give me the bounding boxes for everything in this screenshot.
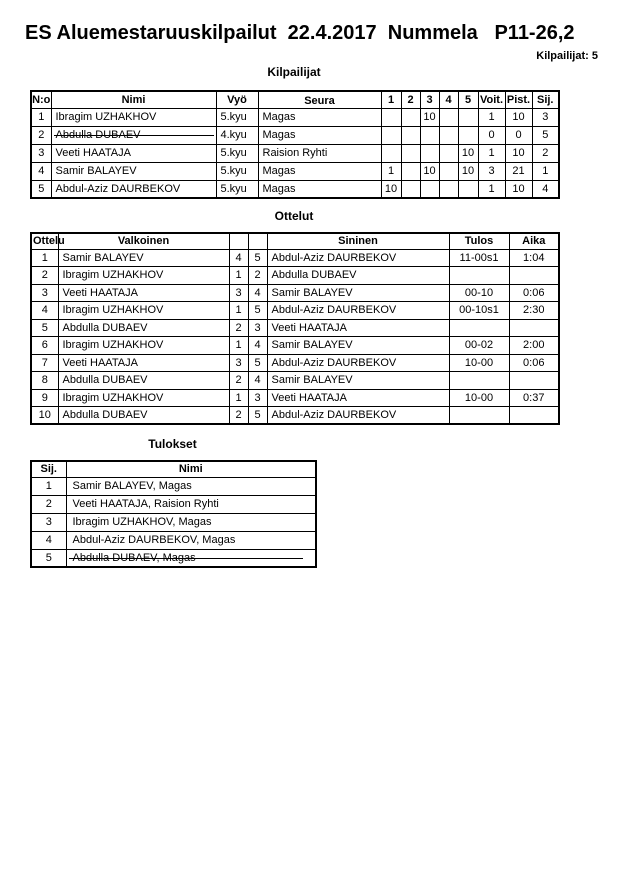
- cell-result: 00-02: [449, 337, 509, 355]
- cell-number: 2: [31, 126, 51, 144]
- cell-blue-name: Abdul-Aziz DAURBEKOV: [267, 407, 449, 425]
- cell-blue-name: Abdul-Aziz DAURBEKOV: [267, 249, 449, 267]
- cell-round-4: [439, 144, 458, 162]
- cell-white-name: Veeti HAATAJA: [58, 284, 229, 302]
- cell-blue-number: 3: [248, 389, 267, 407]
- cell-round-3: [420, 144, 439, 162]
- cell-points: 10: [505, 144, 532, 162]
- cell-place: 3: [532, 108, 559, 126]
- match-row: [31, 249, 559, 267]
- cell-time: [509, 319, 559, 337]
- results-table-body: [31, 477, 316, 567]
- cell-blue-number: 5: [248, 302, 267, 320]
- cell-wins: 3: [478, 162, 505, 180]
- cell-blue-number: 2: [248, 267, 267, 285]
- cell-blue-number: 5: [248, 407, 267, 425]
- cell-time: 0:37: [509, 389, 559, 407]
- cell-wins: 0: [478, 126, 505, 144]
- cell-round-5: [458, 180, 478, 198]
- header-match: Ottelu: [31, 233, 58, 249]
- cell-match-number: 2: [31, 267, 58, 285]
- cell-result: [449, 319, 509, 337]
- competitor-row: [31, 108, 559, 126]
- cell-white-name: Ibragim UZHAKHOV: [58, 389, 229, 407]
- cell-match-number: 9: [31, 389, 58, 407]
- cell-blue-number: 4: [248, 284, 267, 302]
- cell-wins: 1: [478, 144, 505, 162]
- cell-club: Magas: [258, 180, 381, 198]
- cell-match-number: 8: [31, 372, 58, 390]
- header-number: N:o: [31, 91, 51, 108]
- header-blue: Sininen: [267, 233, 449, 249]
- matches-table: [30, 232, 560, 425]
- cell-white-name: Abdulla DUBAEV: [58, 407, 229, 425]
- cell-blue-number: 5: [248, 249, 267, 267]
- cell-wins: 1: [478, 108, 505, 126]
- cell-points: 10: [505, 180, 532, 198]
- cell-time: 2:30: [509, 302, 559, 320]
- header-white-number: [229, 233, 248, 249]
- header-points: Pist.: [505, 91, 532, 108]
- header-round-3: 3: [420, 91, 439, 108]
- competitors-count-label: Kilpailijat: 5: [536, 50, 598, 62]
- cell-round-3: 10: [420, 162, 439, 180]
- competitor-row: [31, 180, 559, 198]
- cell-place: 4: [31, 531, 66, 549]
- match-row: [31, 319, 559, 337]
- cell-time: 2:00: [509, 337, 559, 355]
- cell-time: 1:04: [509, 249, 559, 267]
- cell-round-5: [458, 108, 478, 126]
- cell-white-number: 2: [229, 407, 248, 425]
- cell-round-4: [439, 162, 458, 180]
- header-belt: Vyö: [216, 91, 258, 108]
- header-place: Sij.: [532, 91, 559, 108]
- cell-points: 10: [505, 108, 532, 126]
- cell-result: 10-00: [449, 354, 509, 372]
- header-round-4: 4: [439, 91, 458, 108]
- cell-white-name: Abdulla DUBAEV: [58, 372, 229, 390]
- cell-white-name: Abdulla DUBAEV: [58, 319, 229, 337]
- cell-time: 0:06: [509, 284, 559, 302]
- cell-white-number: 4: [229, 249, 248, 267]
- cell-round-5: [458, 126, 478, 144]
- cell-club: Magas: [258, 108, 381, 126]
- header-club: Seura: [258, 91, 381, 108]
- cell-time: [509, 407, 559, 425]
- header-name: Nimi: [66, 461, 316, 477]
- header-name: Nimi: [51, 91, 216, 108]
- cell-match-number: 3: [31, 284, 58, 302]
- cell-name: Abdulla DUBAEV, Magas: [66, 549, 316, 567]
- cell-name: Abdul-Aziz DAURBEKOV: [51, 180, 216, 198]
- cell-blue-number: 4: [248, 337, 267, 355]
- cell-round-3: 10: [420, 108, 439, 126]
- cell-white-number: 1: [229, 267, 248, 285]
- cell-club: Magas: [258, 162, 381, 180]
- cell-round-1: 10: [381, 180, 401, 198]
- cell-round-2: [401, 144, 420, 162]
- header-round-1: 1: [381, 91, 401, 108]
- results-section: [30, 437, 315, 568]
- cell-result: [449, 407, 509, 425]
- cell-round-2: [401, 108, 420, 126]
- cell-blue-name: Abdul-Aziz DAURBEKOV: [267, 302, 449, 320]
- competitor-row: [31, 144, 559, 162]
- matches-heading: Ottelut: [274, 209, 314, 223]
- cell-white-number: 2: [229, 319, 248, 337]
- cell-name: Ibragim UZHAKHOV, Magas: [66, 513, 316, 531]
- cell-name: Veeti HAATAJA: [51, 144, 216, 162]
- cell-name: Samir BALAYEV, Magas: [66, 477, 316, 495]
- cell-name: Veeti HAATAJA, Raision Ryhti: [66, 495, 316, 513]
- cell-place: 5: [532, 126, 559, 144]
- cell-round-2: [401, 162, 420, 180]
- cell-club: Magas: [258, 126, 381, 144]
- competitors-table-body: [31, 108, 559, 198]
- cell-match-number: 5: [31, 319, 58, 337]
- match-row: [31, 372, 559, 390]
- cell-round-5: 10: [458, 162, 478, 180]
- cell-blue-name: Abdulla DUBAEV: [267, 267, 449, 285]
- header-result: Tulos: [449, 233, 509, 249]
- competitors-section: [30, 65, 558, 199]
- cell-match-number: 1: [31, 249, 58, 267]
- header-white: Valkoinen: [58, 233, 229, 249]
- cell-blue-name: Veeti HAATAJA: [267, 319, 449, 337]
- result-row: [31, 531, 316, 549]
- cell-points: 21: [505, 162, 532, 180]
- cell-white-name: Veeti HAATAJA: [58, 354, 229, 372]
- cell-match-number: 10: [31, 407, 58, 425]
- cell-belt: 5.kyu: [216, 180, 258, 198]
- cell-name: Abdulla DUBAEV: [51, 126, 216, 144]
- cell-time: [509, 372, 559, 390]
- result-row: [31, 549, 316, 567]
- cell-blue-name: Samir BALAYEV: [267, 372, 449, 390]
- cell-place: 4: [532, 180, 559, 198]
- cell-blue-name: Samir BALAYEV: [267, 337, 449, 355]
- cell-belt: 5.kyu: [216, 162, 258, 180]
- competitor-row: [31, 162, 559, 180]
- cell-match-number: 6: [31, 337, 58, 355]
- cell-white-number: 1: [229, 302, 248, 320]
- cell-white-number: 3: [229, 354, 248, 372]
- cell-number: 4: [31, 162, 51, 180]
- cell-round-2: [401, 180, 420, 198]
- cell-blue-name: Samir BALAYEV: [267, 284, 449, 302]
- competitors-header-row: [31, 91, 559, 108]
- cell-blue-name: Abdul-Aziz DAURBEKOV: [267, 354, 449, 372]
- cell-round-1: [381, 108, 401, 126]
- header-round-2: 2: [401, 91, 420, 108]
- match-row: [31, 389, 559, 407]
- cell-place: 1: [532, 162, 559, 180]
- matches-section: [30, 209, 558, 425]
- cell-white-number: 1: [229, 389, 248, 407]
- cell-white-name: Samir BALAYEV: [58, 249, 229, 267]
- document-title: ES Aluemestaruuskilpailut 22.4.2017 Nummela P11-26,2: [25, 22, 575, 44]
- cell-club: Raision Ryhti: [258, 144, 381, 162]
- match-row: [31, 407, 559, 425]
- cell-number: 1: [31, 108, 51, 126]
- cell-match-number: 7: [31, 354, 58, 372]
- cell-number: 5: [31, 180, 51, 198]
- cell-time: [509, 267, 559, 285]
- cell-blue-name: Veeti HAATAJA: [267, 389, 449, 407]
- result-row: [31, 513, 316, 531]
- result-row: [31, 495, 316, 513]
- cell-belt: 5.kyu: [216, 108, 258, 126]
- header-round-5: 5: [458, 91, 478, 108]
- cell-round-1: [381, 144, 401, 162]
- cell-round-5: 10: [458, 144, 478, 162]
- matches-table-body: [31, 249, 559, 424]
- header-place: Sij.: [31, 461, 66, 477]
- cell-number: 3: [31, 144, 51, 162]
- cell-place: 3: [31, 513, 66, 531]
- cell-round-3: [420, 126, 439, 144]
- cell-blue-number: 3: [248, 319, 267, 337]
- competitors-table: [30, 90, 560, 199]
- cell-round-4: [439, 108, 458, 126]
- results-header-row: [31, 461, 316, 477]
- header-time: Aika: [509, 233, 559, 249]
- cell-round-1: [381, 126, 401, 144]
- cell-time: 0:06: [509, 354, 559, 372]
- results-heading: Tulokset: [148, 437, 197, 451]
- competitor-row: [31, 126, 559, 144]
- cell-place: 1: [31, 477, 66, 495]
- cell-belt: 4.kyu: [216, 126, 258, 144]
- cell-wins: 1: [478, 180, 505, 198]
- cell-name: Abdul-Aziz DAURBEKOV, Magas: [66, 531, 316, 549]
- cell-result: 00-10: [449, 284, 509, 302]
- results-table: [30, 460, 317, 568]
- cell-round-2: [401, 126, 420, 144]
- cell-round-3: [420, 180, 439, 198]
- cell-result: 00-10s1: [449, 302, 509, 320]
- cell-place: 5: [31, 549, 66, 567]
- cell-belt: 5.kyu: [216, 144, 258, 162]
- cell-blue-number: 4: [248, 372, 267, 390]
- cell-name: Samir BALAYEV: [51, 162, 216, 180]
- header-blue-number: [248, 233, 267, 249]
- cell-points: 0: [505, 126, 532, 144]
- cell-match-number: 4: [31, 302, 58, 320]
- cell-white-name: Ibragim UZHAKHOV: [58, 267, 229, 285]
- cell-white-number: 1: [229, 337, 248, 355]
- cell-round-4: [439, 126, 458, 144]
- cell-result: 10-00: [449, 389, 509, 407]
- cell-result: [449, 267, 509, 285]
- result-row: [31, 477, 316, 495]
- match-row: [31, 337, 559, 355]
- header-wins: Voit.: [478, 91, 505, 108]
- match-row: [31, 354, 559, 372]
- cell-white-number: 2: [229, 372, 248, 390]
- matches-header-row: [31, 233, 559, 249]
- cell-place: 2: [31, 495, 66, 513]
- cell-name: Ibragim UZHAKHOV: [51, 108, 216, 126]
- cell-white-name: Ibragim UZHAKHOV: [58, 302, 229, 320]
- match-row: [31, 302, 559, 320]
- cell-result: 11-00s1: [449, 249, 509, 267]
- match-row: [31, 267, 559, 285]
- match-row: [31, 284, 559, 302]
- cell-white-name: Ibragim UZHAKHOV: [58, 337, 229, 355]
- cell-white-number: 3: [229, 284, 248, 302]
- cell-round-1: 1: [381, 162, 401, 180]
- cell-result: [449, 372, 509, 390]
- competitors-heading: Kilpailijat: [267, 65, 321, 79]
- cell-blue-number: 5: [248, 354, 267, 372]
- cell-place: 2: [532, 144, 559, 162]
- cell-round-4: [439, 180, 458, 198]
